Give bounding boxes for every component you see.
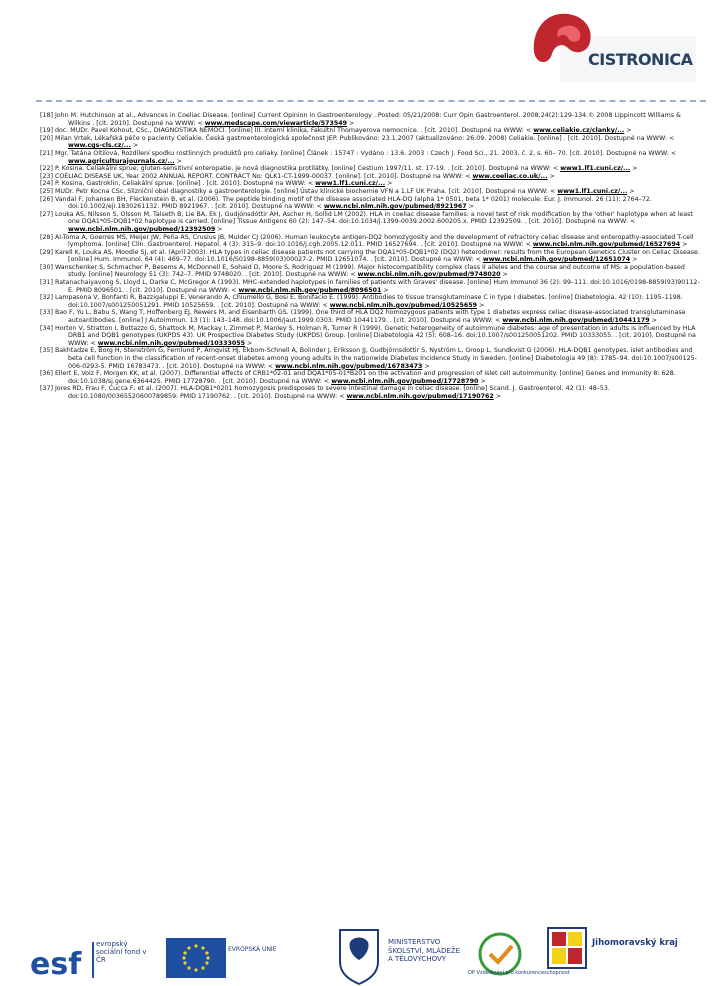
reference-link[interactable]: www.ncbi.nlm.nih.gov/pubmed/9748020 [357, 271, 501, 279]
reference-number: [29] [40, 248, 53, 256]
esf-text: evropský sociální fond v ČR [96, 940, 147, 964]
reference-link[interactable]: www.medscape.com/viewarticle/573549 [204, 119, 347, 127]
reference-item: [19] doc. MUDr. Pavel Kohout, CSc., DIAGNOSTIKA NEMOCÍ. [online] III. interní klinika, Fakultní Thomayerova nemocnice. . [cit. 2010]. Dostupné na WWW: < www.celiakie.cz/clanky/... > [40, 127, 632, 135]
reference-item: [25] MUDr. Petr Kocna CSc. Slizniční obal diagnostiky a gastroenterologie. [online] Ústav klinické biochemie VFN a 1.LF UK Praha. [cit. 2010]. Dostupné na WWW: < www1.lf1.cuni.cz/... > [40, 187, 635, 195]
reference-number: [21] [40, 149, 53, 157]
reference-text: Lampasona V, Bonfanti R, Bazzigaluppi E, Venerando A, Chiumello G, Bosi E, Bonifacio E. (1999). Antibodies to tissue transglutaminase C in type I diabetes. [online] Diabetologia. 42 (10): 1195–1198. doi:10.1007/s001250051291. PMID 10525659. . [cit. 2010]. Dostupné na WWW: < [54, 294, 683, 309]
reference-item: [28] Al-Toma A, Goerres MS, Meijer JW, Peña AS, Crusius JB, Mulder CJ (2006). Human leukocyte antigen-DQ2 homozygosity and the development of refractory celiac disease and enteropathy-associated T-cell lymphoma. [online] Clin. Gastroenterol. Hepatol. 4 (3): 315–9. doi:10.1016/j.cgh.2005.12.011. PMID 16527694. . [cit. 2010]. Dostupné na WWW: < www.ncbi.nlm.nih.gov/pubmed/16527694 > [40, 233, 694, 249]
reference-number: [33] [40, 309, 53, 317]
kraj-text: Jihomoravský kraj [592, 938, 678, 948]
reference-text: John M. Hutchinson at al., Advances in Coeliac Disease. [online] Current Opinion in Gastroenterology . Posted: 05/21/2008: Curr Opin Gastroenterol. 2008;24(2):129-134.© 2008 Lippincott Williams & Wilkins . [cit. 2010]. Dostupné na WWW: < [54, 112, 681, 127]
msmt-emblem-icon [334, 926, 384, 986]
reference-number: [28] [40, 233, 53, 241]
reference-item: [33] Bao F, Yu L, Babu S, Wang T, Hoffenberg EJ, Rewers M, and Eisenbarth GS. (1999). One third of HLA DQ2 homozygous patients with type 1 diabetes express celiac disease-associated transglutaminase autoantibodies. [online] J Autoimmun. 13 (1): 143–148. doi:10.1006/jaut.1999.0303. PMID 10441179. . [cit. 2010]. Dostupné na WWW: < www.ncbi.nlm.nih.gov/pubmed/10441179 > [40, 309, 686, 325]
reference-item: [34] Horton V, Stratton I, Bottazzo G, Shattock M, Mackay I, Zimmet P, Manley S, Holman R, Turner R (1999). Genetic heterogeneity of autoimmune diabetes: age of presentation in adults is influenced by HLA DRB1 and DQB1 genotypes (UKPDS 43). UK Prospective Diabetes Study (UKPDS) Group. [online] Diabetologia 42 (5): 608–16. doi:10.1007/s001250051202. PMID 10333055. . [cit. 2010]. Dostupné na WWW: < www.ncbi.nlm.nih.gov/pubmed/10333055 > [40, 324, 696, 347]
reference-number: [35] [40, 347, 53, 355]
reference-text: doc. MUDr. Pavel Kohout, CSc., DIAGNOSTIKA NEMOCÍ. [online] III. interní klinika, Fakultní Thomayerova nemocnice. . [cit. 2010]. Dostupné na WWW: < [54, 127, 534, 135]
reference-link[interactable]: www.ncbi.nlm.nih.gov/pubmed/8096501 [238, 286, 382, 294]
cistronica-logo [496, 10, 696, 94]
reference-link[interactable]: www.ncbi.nlm.nih.gov/pubmed/17728790 [331, 377, 479, 385]
reference-item: [32] Lampasona V, Bonfanti R, Bazzigaluppi E, Venerando A, Chiumello G, Bosi E, Bonifacio E. (1999). Antibodies to tissue transglutaminase C in type I diabetes. [online] Diabetologia. 42 (10): 1195–1198. doi:10.1007/s001250051291. PMID 10525659. . [cit. 2010]. Dostupné na WWW: < www.ncbi.nlm.nih.gov/pubmed/10525659 > [40, 294, 683, 309]
reference-item: [26] Vandal F, Johansen BH, Fleckenstein B, et al. (2006). The peptide binding motif of the disease associated HLA-DQ (alpha 1* 0501, beta 1* 0201) molecule. Eur. J. Immunol. 26 (11): 2764–72. doi:10.1002/eji.1830261132. PMID 8921967. . [cit. 2010]. Dostupné na WWW: < www.ncbi.nlm.nih.gov/pubmed/8921967 > [40, 195, 652, 211]
reference-text: Karell K, Louka AS, Moodie SJ, et al. (April 2003). HLA types in celiac disease patients not carrying the DQA1*05-DQB1*02 (DQ2) heterodimer: results from the European Genetics Cluster on Celiac Disease. [online] Hum. Immunol. 64 (4): 469–77. doi:10.1016/S0198-8859(03)00027-2. PMID 12651074. . [cit. 2010]. Dostupné na WWW: < [54, 248, 700, 264]
reference-link[interactable]: www.ncbi.nlm.nih.gov/pubmed/16527694 [532, 241, 681, 249]
reference-text: COELIAC DISEASE UK, Year 2002 ANNUAL REPORT. CONTRACT No: QLK1-CT-1999-00037. [online]. [cit. 2010]. Dostupné na WWW: < [54, 172, 473, 180]
reference-item: [27] Louka AS, Nilsson S, Olsson M, Talseth B, Lie BA, Ek J, Gudjónsdóttir AH, Ascher H, Sollid LM (2002). HLA in coeliac disease families: a novel test of risk modification by the 'other' haplotype when at least one DQA1*05-DQB1*02 haplotype is carried. [online] Tissue Antigens 60 (2): 147–54. doi:10.1034/j.1399-0039.2002.600205.x. PMID 12392509. . [cit. 2010]. Dostupné na WWW: < www.ncbi.nlm.nih.gov/pubmed/12392509 > [40, 210, 693, 233]
reference-number: [25] [40, 187, 53, 195]
eu-flag-icon [166, 938, 226, 978]
reference-number: [36] [40, 370, 53, 378]
reference-link[interactable]: www.agriculturajournals.cz/... [68, 157, 175, 165]
reference-text: Al-Toma A, Goerres MS, Meijer JW, Peña AS, Crusius JB, Mulder CJ (2006). Human leukocyte antigen-DQ2 homozygosity and the development of refractory celiac disease and enteropathy-associated T-cell lymphoma. [online] Clin. Gastroenterol. Hepatol. 4 (3): 315–9. doi:10.1016/j.cgh.2005.12.011. PMID 16527694. . [cit. 2010]. Dostupné na WWW: < [54, 233, 694, 249]
reference-link[interactable]: www.ncbi.nlm.nih.gov/pubmed/8921967 [323, 203, 467, 211]
reference-link[interactable]: www.ncbi.nlm.nih.gov/pubmed/10333055 [97, 339, 245, 347]
reference-number: [24] [40, 180, 53, 188]
reference-text: Mgr. Tatána Oltilová, Rozdílení spodku rostlinných produktů pro celiaky. [online] Článek : 15747 : Vydáno : 13.6. 2003 : Czech J. Food Sci., 21. 2003, č. 2, s. 60– 70. [cit. 2010]. Dostupné na WWW: < [54, 149, 677, 157]
reference-item: [35] Bakhtadze E, Borg H, Stenström G, Fernlund P, Arnqvist HJ, Ekbom-Schnell A, Bolinder J, Eriksson JJ, Gudbjörnsdottir S, Nyström L, Groop L, Sundkvist G (2006). HLA-DQB1 genotypes, islet antibodies and beta cell function in the classification of recent-onset diabetes among young adults in the nationwide Diabetes Incidence Study in Sweden. [online] Diabetologia 49 (8): 1785–94. doi:10.1007/s00125-006-0293-5. PMID 16783473. . [cit. 2010]. Dostupné na WWW: < www.ncbi.nlm.nih.gov/pubmed/16783473 > [40, 347, 697, 370]
reference-item: [20] Milan Vrtek, Lékařská péče o pacienty Celiakie. Česká gastroenterologická společnost JEP. Publikováno: 23.1.2007 (aktualizováno: 26.09. 2008) Celiakie. [online] . [cit. 2010]. Dostupné na WWW: < www.cgs-cls.cz/... > [40, 134, 675, 150]
reference-text: Milan Vrtek, Lékařská péče o pacienty Celiakie. Česká gastroenterologická společnost JEP. Publikováno: 23.1.2007 (aktualizováno: 26.09. 2008) Celiakie. [online] . [cit. 2010]. Dostupné na WWW: < [54, 134, 675, 142]
reference-text: Horton V, Stratton I, Bottazzo G, Shattock M, Mackay I, Zimmet P, Manley S, Holman R, Turner R (1999). Genetic heterogeneity of autoimmune diabetes: age of presentation in adults is influenced by HLA DRB1 and DQB1 genotypes (UKPDS 43). UK Prospective Diabetes Study (UKPDS) Group. [online] Diabetologia 42 (5): 608–16. doi:10.1007/s001250051202. PMID 10333055. . [cit. 2010]. Dostupné na WWW: < [54, 324, 696, 347]
reference-number: [32] [40, 294, 53, 302]
reference-number: [37] [40, 385, 53, 393]
reference-number: [18] [40, 112, 53, 119]
svg-text:esf: esf [30, 947, 82, 982]
reference-number: [22] [40, 165, 53, 173]
reference-link[interactable]: www.ncbi.nlm.nih.gov/pubmed/16783473 [275, 362, 423, 370]
reference-item: [36] Ellert E, Volz F, Morgen KK, et al. (2007). Differential effects of CRB1*02-01 and DQA1*05-01*B201 on the activation and progression of islet cell autoimmunity. [online] Genes and Immunity 8: 628. doi:10.1038/sj.gene.6364425. PMID 17728790. . [cit. 2010]. Dostupné na WWW: < www.ncbi.nlm.nih.gov/pubmed/17728790 > [40, 370, 676, 385]
header-divider [36, 100, 706, 102]
reference-link[interactable]: www.coeliac.co.uk/... [472, 172, 548, 180]
reference-link[interactable]: www.cgs-cls.cz/... [68, 142, 131, 150]
footer-logos [0, 460, 720, 982]
reference-item: [24] P. Kosina, Gastroklin, Celiakální sprue. [online] . [cit. 2010]. Dostupné na WWW: < www1.lf1.cuni.cz/... > [40, 180, 393, 188]
reference-number: [34] [40, 324, 53, 332]
reference-text: Ratanachaiyavong S, Lloyd L, Darke C, McGregor A (1993). MHC-extended haplotypes in families of patients with Graves' disease. [online] Hum Immunol 36 (2): 99–111. doi:10.1016/0198-8859(93)90112-E. PMID 8096501. . [cit. 2010]. Dostupné na WWW: < [54, 279, 700, 294]
reference-text: Bakhtadze E, Borg H, Stenström G, Fernlund P, Arnqvist HJ, Ekbom-Schnell A, Bolinder J, Eriksson JJ, Gudbjörnsdottir S, Nyström L, Groop L, Sundkvist G (2006). HLA-DQB1 genotypes, islet antibodies and beta cell function in the classification of recent-onset diabetes among young adults in the nationwide Diabetes Incidence Study in Sweden. [online] Diabetologia 49 (8): 1785–94. doi:10.1007/s00125-006-0293-5. PMID 16783473. . [cit. 2010]. Dostupné na WWW: < [54, 347, 697, 370]
reference-text: Jores RD, Frau F, Cucca F, et al. (2007). HLA-DQB1*0201 homozygosis predisposes to severe intestinal damage in celiac disease. [online] Scand. J. Gastroenterol. 42 (1): 48–53. doi:10.1080/00365520600789859. PMID 17190762. . [cit. 2010]. Dostupné na WWW: < [54, 385, 610, 400]
eu-text: EVROPSKÁ UNIE [228, 946, 277, 953]
reference-number: [20] [40, 134, 53, 142]
reference-link[interactable]: www1.lf1.cuni.cz/... [557, 187, 628, 195]
reference-number: [19] [40, 127, 53, 135]
reference-link[interactable]: www.celiakie.cz/clanky/... [533, 127, 625, 135]
reference-text: Vandal F, Johansen BH, Fleckenstein B, et al. (2006). The peptide binding motif of the disease associated HLA-DQ (alpha 1* 0501, beta 1* 0201) molecule. Eur. J. Immunol. 26 (11): 2764–72. doi:10.1002/eji.1830261132. PMID 8921967. . [cit. 2010]. Dostupné na WWW: < [54, 195, 652, 211]
reference-list [40, 112, 704, 401]
reference-number: [26] [40, 195, 53, 203]
op-text: OP Vzdělávání pro konkurenceschopnost [468, 970, 570, 976]
reference-item: [22] P. Kosina. Celiakální sprue, gluten-sensitivní enteropatie, je nová diagnostika protilátky. [online] Cestium 1997/11. st. 17-19. . [cit. 2010]. Dostupné na WWW: < www1.lf1.cuni.cz/... > [40, 165, 638, 173]
reference-number: [27] [40, 210, 53, 218]
reference-text: Wanschenker S, Schmacher P, Besems A, McDonnell E, Sohaid D, Moore S, Rodriguez M (1999). Major histocompatibility complex class II alleles and the course and outcome of MS: a population-based study. [online] Neurology 51 (3): 742–7. PMID 9748020. . [cit. 2010]. Dostupné na WWW: < [54, 263, 685, 279]
reference-text: P. Kosina. Celiakální sprue, gluten-sensitivní enteropatie, je nová diagnostika protilátky. [online] Cestium 1997/11. st. 17-19. . [cit. 2010]. Dostupné na WWW: < [54, 165, 561, 173]
reference-number: [30] [40, 263, 53, 271]
reference-text: MUDr. Petr Kocna CSc. Slizniční obal diagnostiky a gastroenterologie. [online] Ústav klinické biochemie VFN a 1.LF UK Praha. [cit. 2010]. Dostupné na WWW: < [54, 187, 558, 195]
kraj-emblem-icon [546, 926, 588, 970]
reference-item: [29] Karell K, Louka AS, Moodie SJ, et al. (April 2003). HLA types in celiac disease patients not carrying the DQA1*05-DQB1*02 (DQ2) heterodimer: results from the European Genetics Cluster on Celiac Disease. [online] Hum. Immunol. 64 (4): 469–77. doi:10.1016/S0198-8859(03)00027-2. PMID 12651074. . [cit. 2010]. Dostupné na WWW: < www.ncbi.nlm.nih.gov/pubmed/12651074 > [40, 248, 700, 264]
reference-item: [37] Jores RD, Frau F, Cucca F, et al. (2007). HLA-DQB1*0201 homozygosis predisposes to severe intestinal damage in celiac disease. [online] Scand. J. Gastroenterol. 42 (1): 48–53. doi:10.1080/00365520600789859. PMID 17190762. . [cit. 2010]. Dostupné na WWW: < www.ncbi.nlm.nih.gov/pubmed/17190762 > [40, 385, 610, 400]
logo-shape-icon [532, 12, 594, 72]
logo-text: CISTRONICA [588, 50, 693, 69]
reference-link[interactable]: www1.lf1.cuni.cz/... [315, 180, 386, 188]
reference-text: P. Kosina, Gastroklin, Celiakální sprue. [online] . [cit. 2010]. Dostupné na WWW: < [54, 180, 316, 188]
reference-text: Bao F, Yu L, Babu S, Wang T, Hoffenberg EJ, Rewers M, and Eisenbarth GS. (1999). One third of HLA DQ2 homozygous patients with type 1 diabetes express celiac disease-associated transglutaminase autoantibodies. [online] J Autoimmun. 13 (1): 143–148. doi:10.1006/jaut.1999.0303. PMID 10441179. . [cit. 2010]. Dostupné na WWW: < [54, 309, 686, 325]
reference-item: [31] Ratanachaiyavong S, Lloyd L, Darke C, McGregor A (1993). MHC-extended haplotypes in families of patients with Graves' disease. [online] Hum Immunol 36 (2): 99–111. doi:10.1016/0198-8859(93)90112-E. PMID 8096501. . [cit. 2010]. Dostupné na WWW: < www.ncbi.nlm.nih.gov/pubmed/8096501 > [40, 279, 700, 294]
reference-number: [31] [40, 279, 53, 287]
reference-link[interactable]: www.ncbi.nlm.nih.gov/pubmed/10441179 [502, 317, 650, 325]
reference-item: [23] COELIAC DISEASE UK, Year 2002 ANNUAL REPORT. CONTRACT No: QLK1-CT-1999-00037. [online]. [cit. 2010]. Dostupné na WWW: < www.coeliac.co.uk/... > [40, 172, 555, 180]
reference-text: Louka AS, Nilsson S, Olsson M, Talseth B, Lie BA, Ek J, Gudjónsdóttir AH, Ascher H, Sollid LM (2002). HLA in coeliac disease families: a novel test of risk modification by the 'other' haplotype when at least one DQA1*05-DQB1*02 haplotype is carried. [online] Tissue Antigens 60 (2): 147–54. doi:10.1034/j.1399-0039.2002.600205.x. PMID 12392509. . [cit. 2010]. Dostupné na WWW: < [54, 210, 693, 226]
header [0, 0, 720, 100]
reference-link[interactable]: www1.lf1.cuni.cz/... [560, 165, 631, 173]
reference-item: [21] Mgr. Tatána Oltilová, Rozdílení spodku rostlinných produktů pro celiaky. [online] Článek : 15747 : Vydáno : 13.6. 2003 : Czech J. Food Sci., 21. 2003, č. 2, s. 60– 70. [cit. 2010]. Dostupné na WWW: < www.agriculturajournals.cz/... > [40, 149, 677, 165]
reference-item: [18] John M. Hutchinson at al., Advances in Coeliac Disease. [online] Current Opinion in Gastroenterology . Posted: 05/21/2008: Curr Opin Gastroenterol. 2008;24(2):129-134.© 2008 Lippincott Williams & Wilkins . [cit. 2010]. Dostupné na WWW: < www.medscape.com/viewarticle/573549 > [40, 112, 681, 127]
reference-link[interactable]: www.ncbi.nlm.nih.gov/pubmed/12392509 [68, 225, 216, 233]
msmt-text: MINISTERSTVO ŠKOLSTVÍ, MLÁDEŽE A TĚLOVÝCHOVY [388, 938, 461, 963]
reference-link[interactable]: www.ncbi.nlm.nih.gov/pubmed/17190762 [346, 392, 494, 400]
reference-link[interactable]: www.ncbi.nlm.nih.gov/pubmed/10525659 [329, 301, 477, 309]
reference-link[interactable]: www.ncbi.nlm.nih.gov/pubmed/12651074 [482, 256, 631, 264]
reference-item: [30] Wanschenker S, Schmacher P, Besems A, McDonnell E, Sohaid D, Moore S, Rodriguez M (1999). Major histocompatibility complex class II alleles and the course and outcome of MS: a population-based study. [online] Neurology 51 (3): 742–7. PMID 9748020. . [cit. 2010]. Dostupné na WWW: < www.ncbi.nlm.nih.gov/pubmed/9748020 > [40, 263, 685, 279]
reference-text: Ellert E, Volz F, Morgen KK, et al. (2007). Differential effects of CRB1*02-01 and DQA1*05-01*B201 on the activation and progression of islet cell autoimmunity. [online] Genes and Immunity 8: 628. doi:10.1038/sj.gene.6364425. PMID 17728790. . [cit. 2010]. Dostupné na WWW: < [54, 370, 676, 385]
reference-number: [23] [40, 172, 53, 180]
